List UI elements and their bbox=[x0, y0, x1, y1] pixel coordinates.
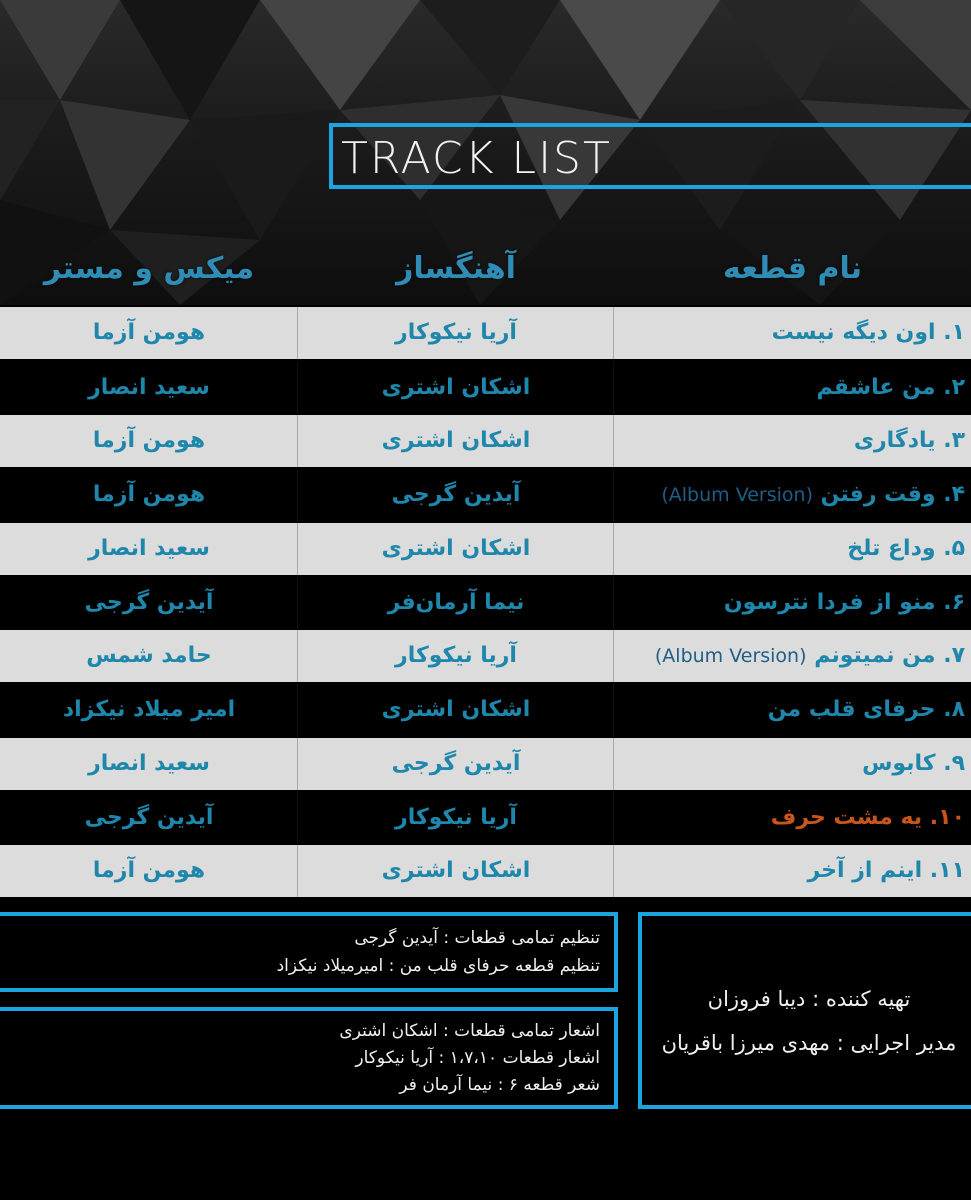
track-title bbox=[615, 523, 965, 575]
lyrics-credits-box bbox=[0, 1007, 618, 1109]
track-list-title-box bbox=[329, 123, 971, 189]
table-row bbox=[0, 792, 971, 844]
track-title bbox=[615, 307, 965, 359]
track-title bbox=[615, 792, 965, 844]
column-header-mix: میکس و مستر bbox=[43, 251, 255, 286]
track-title-text: ۲. من عاشقم bbox=[816, 375, 965, 400]
track-title bbox=[615, 415, 965, 467]
table-row bbox=[0, 362, 971, 414]
table-row bbox=[0, 577, 971, 629]
track-version: (Album Version) bbox=[661, 484, 813, 506]
track-title-text: ۸. حرفای قلب من bbox=[767, 697, 965, 722]
track-composer: اشکان اشتری bbox=[381, 858, 531, 883]
arrangement-credits-box bbox=[0, 912, 618, 992]
page-title: TRACK LIST bbox=[341, 133, 612, 184]
track-mix-master: آیدین گرجی bbox=[84, 590, 214, 615]
track-mix-master: سعید انصار bbox=[88, 375, 210, 400]
track-version: (Album Version) bbox=[654, 645, 807, 667]
table-row bbox=[0, 469, 971, 521]
track-composer: اشکان اشتری bbox=[381, 697, 531, 722]
track-mix-master: حامد شمس bbox=[86, 643, 212, 668]
track-mix-master: سعید انصار bbox=[88, 751, 210, 776]
producer-line: تهیه کننده : دیبا فروزان bbox=[707, 987, 911, 1011]
table-row bbox=[0, 630, 971, 682]
track-composer: آریا نیکوکار bbox=[395, 643, 517, 668]
track-mix-master: هومن آزما bbox=[92, 320, 206, 345]
column-header-composer: آهنگساز bbox=[396, 251, 516, 286]
track-title-text: ۱. اون دیگه نیست bbox=[771, 320, 965, 345]
track-title-text: ۶. منو از فردا نترسون bbox=[723, 590, 965, 615]
track-title bbox=[615, 630, 965, 682]
track-mix-master: سعید انصار bbox=[88, 536, 210, 561]
track-title bbox=[615, 738, 965, 790]
lyrics-line: شعر قطعه ۶ : نیما آرمان فر bbox=[399, 1075, 600, 1095]
track-composer: اشکان اشتری bbox=[381, 375, 531, 400]
track-title bbox=[615, 577, 965, 629]
track-composer: اشکان اشتری bbox=[381, 536, 531, 561]
track-title-text: ۵. وداع تلخ bbox=[847, 536, 965, 561]
track-title bbox=[615, 469, 965, 521]
track-title-text: ۹. کابوس bbox=[862, 751, 965, 776]
table-row bbox=[0, 845, 971, 897]
arrangement-line: تنظیم تمامی قطعات : آیدین گرجی bbox=[354, 928, 600, 948]
column-header-title: نام قطعه bbox=[723, 251, 862, 286]
executive-manager-line: مدیر اجرایی : مهدی میرزا باقریان bbox=[661, 1031, 957, 1055]
table-row bbox=[0, 307, 971, 359]
track-composer: آیدین گرجی bbox=[391, 751, 521, 776]
track-title-text: ۷. من نمیتونم bbox=[814, 643, 965, 668]
track-mix-master: آیدین گرجی bbox=[84, 805, 214, 830]
track-composer: آریا نیکوکار bbox=[395, 320, 517, 345]
track-title-text: ۱۱. اینم از آخر bbox=[807, 858, 965, 883]
track-composer: نیما آرمان‌فر bbox=[387, 590, 525, 615]
track-title bbox=[615, 362, 965, 414]
lyrics-line: اشعار قطعات ۱،۷،۱۰ : آریا نیکوکار bbox=[355, 1048, 600, 1068]
track-title-text: ۴. وقت رفتن bbox=[820, 482, 965, 507]
track-composer: آیدین گرجی bbox=[391, 482, 521, 507]
track-mix-master: امیر میلاد نیکزاد bbox=[62, 697, 236, 722]
track-title bbox=[615, 845, 965, 897]
track-title-text: ۳. یادگاری bbox=[853, 428, 965, 453]
track-title-text: ۱۰. یه مشت حرف bbox=[770, 805, 965, 830]
table-row bbox=[0, 523, 971, 575]
table-row bbox=[0, 738, 971, 790]
arrangement-line: تنظیم قطعه حرفای قلب من : امیرمیلاد نیکزاد bbox=[276, 956, 600, 976]
table-row bbox=[0, 684, 971, 736]
track-composer: آریا نیکوکار bbox=[395, 805, 517, 830]
table-row bbox=[0, 415, 971, 467]
track-mix-master: هومن آزما bbox=[92, 482, 206, 507]
track-mix-master: هومن آزما bbox=[92, 858, 206, 883]
track-composer: اشکان اشتری bbox=[381, 428, 531, 453]
track-title bbox=[615, 684, 965, 736]
production-credits-box bbox=[638, 912, 971, 1109]
lyrics-line: اشعار تمامی قطعات : اشکان اشتری bbox=[339, 1021, 600, 1041]
track-mix-master: هومن آزما bbox=[92, 428, 206, 453]
